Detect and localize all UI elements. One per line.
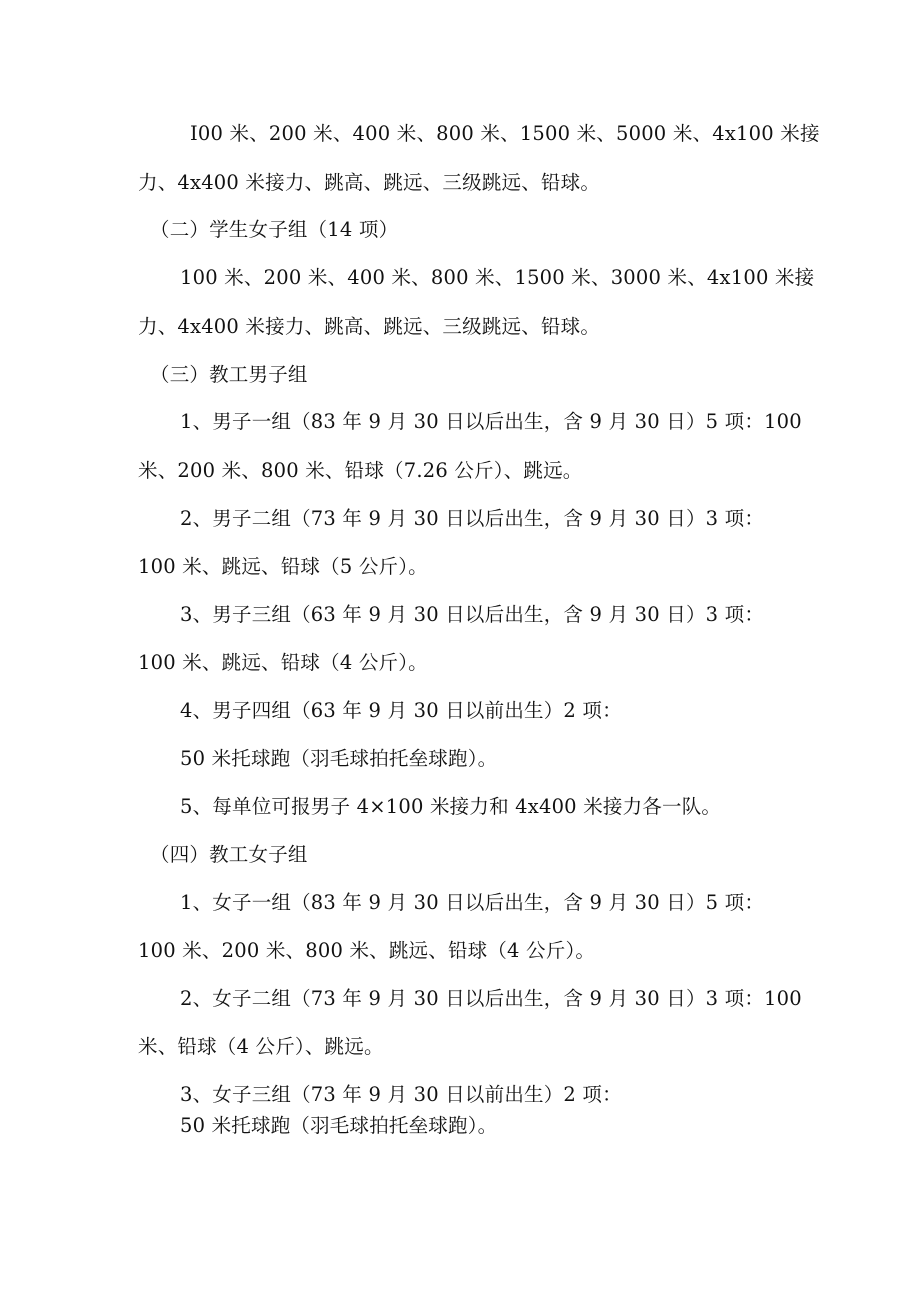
paragraph-line: 2、女子二组（73 年 9 月 30 日以后出生，含 9 月 30 日）3 项：100 bbox=[180, 987, 802, 1010]
paragraph-line: 100 米、200 米、800 米、跳远、铅球（4 公斤）。 bbox=[138, 939, 596, 962]
paragraph-line: 2、男子二组（73 年 9 月 30 日以后出生，含 9 月 30 日）3 项： bbox=[180, 507, 765, 530]
paragraph-line: 50 米托球跑（羽毛球拍托垒球跑）。 bbox=[180, 747, 498, 770]
paragraph-line: 力、4x400 米接力、跳高、跳远、三级跳远、铅球。 bbox=[138, 315, 601, 338]
paragraph-line: 米、铅球（4 公斤）、跳远。 bbox=[138, 1035, 384, 1058]
section-heading: （三）教工男子组 bbox=[150, 363, 308, 386]
section-heading: （二）学生女子组（14 项） bbox=[150, 218, 399, 241]
paragraph-line: I00 米、200 米、400 米、800 米、1500 米、5000 米、4x100 米接 bbox=[190, 122, 820, 145]
paragraph-line: 3、女子三组（73 年 9 月 30 日以前出生）2 项： bbox=[180, 1083, 622, 1106]
paragraph-line: 100 米、200 米、400 米、800 米、1500 米、3000 米、4x100 米接 bbox=[180, 266, 815, 289]
section-heading: （四）教工女子组 bbox=[150, 843, 308, 866]
paragraph-line: 1、男子一组（83 年 9 月 30 日以后出生，含 9 月 30 日）5 项：100 bbox=[180, 410, 802, 433]
paragraph-line: 米、200 米、800 米、铅球（7.26 公斤）、跳远。 bbox=[138, 459, 583, 482]
paragraph-line: 5、每单位可报男子 4×100 米接力和 4x400 米接力各一队。 bbox=[180, 795, 722, 818]
paragraph-line: 50 米托球跑（羽毛球拍托垒球跑）。 bbox=[180, 1114, 498, 1137]
paragraph-line: 1、女子一组（83 年 9 月 30 日以后出生，含 9 月 30 日）5 项： bbox=[180, 891, 765, 914]
paragraph-line: 100 米、跳远、铅球（5 公斤）。 bbox=[138, 555, 428, 578]
paragraph-line: 力、4x400 米接力、跳高、跳远、三级跳远、铅球。 bbox=[138, 171, 601, 194]
paragraph-line: 100 米、跳远、铅球（4 公斤）。 bbox=[138, 651, 428, 674]
paragraph-line: 3、男子三组（63 年 9 月 30 日以后出生，含 9 月 30 日）3 项： bbox=[180, 603, 765, 626]
paragraph-line: 4、男子四组（63 年 9 月 30 日以前出生）2 项： bbox=[180, 699, 622, 722]
